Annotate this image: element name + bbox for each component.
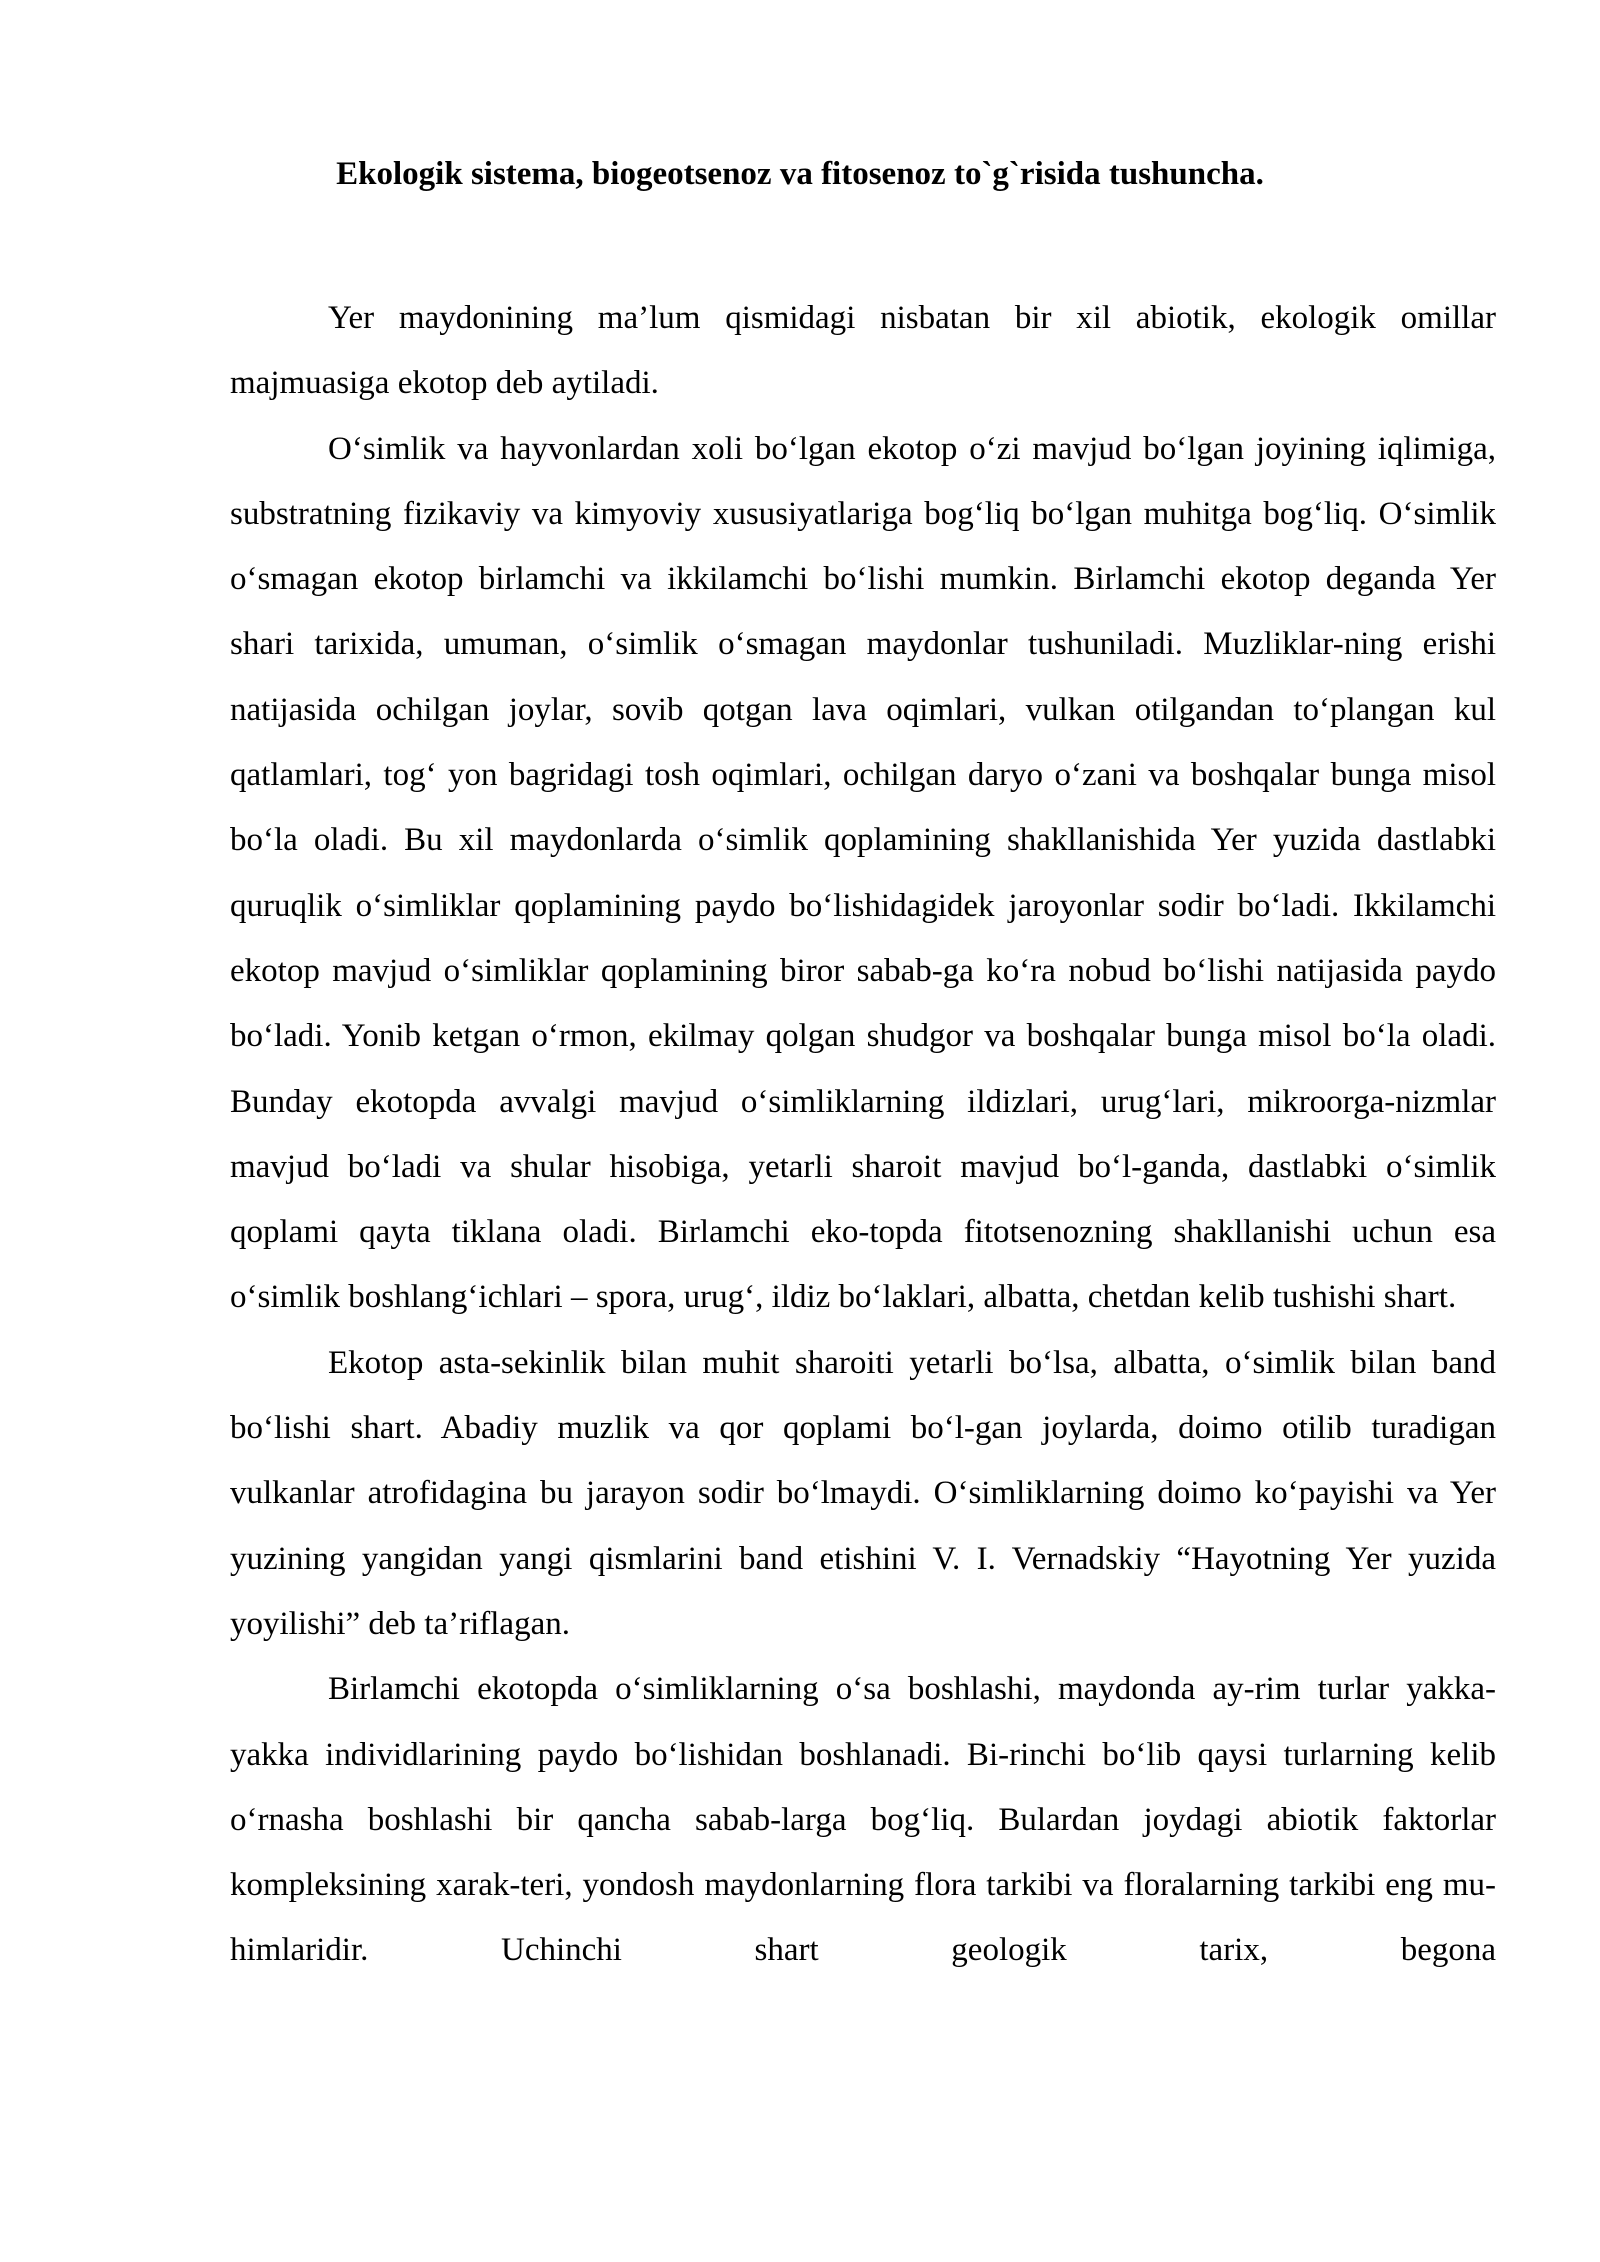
- document-body: [230, 286, 1496, 1984]
- paragraph: Ekotop asta-sekinlik bilan muhit sharoiti yetarli bo‘lsa, albatta, o‘simlik bilan band bo‘lishi shart. Abadiy muzlik va qor qoplami bo‘l-gan joylarda, doimo otilib turadigan vulkanlar atrofidagina bu jarayon sodir bo‘lmaydi. O‘simliklarning doimo ko‘payishi va Yer yuzining yangidan yangi qismlarini band etishini V. I. Vernadskiy “Hayotning Yer yuzida yoyilishi” deb ta’riflagan.: [230, 1344, 1496, 1642]
- paragraph: O‘simlik va hayvonlardan xoli bo‘lgan ekotop o‘zi mavjud bo‘lgan joyining iqlimiga, substratning fizikaviy va kimyoviy xususiyatlariga bog‘liq bo‘lgan muhitga bog‘liq. O‘simlik o‘smagan ekotop birlamchi va ikkilamchi bo‘lishi mumkin. Birlamchi ekotop deganda Yer shari tarixida, umuman, o‘simlik o‘smagan maydonlar tushuniladi. Muzliklar-ning erishi natijasida ochilgan joylar, sovib qotgan lava oqimlari, vulkan otilgandan to‘plangan kul qatlamlari, tog‘ yon bagridagi tosh oqimlari, ochilgan daryo o‘zani va boshqalar bunga misol bo‘la oladi. Bu xil maydonlarda o‘simlik qoplamining shakllanishida Yer yuzida dastlabki quruqlik o‘simliklar qoplamining paydo bo‘lishidagidek jaroyonlar sodir bo‘ladi. Ikkilamchi ekotop mavjud o‘simliklar qoplamining biror sabab-ga ko‘ra nobud bo‘lishi natijasida paydo bo‘ladi. Yonib ketgan o‘rmon, ekilmay qolgan shudgor va boshqalar bunga misol bo‘la oladi. Bunday ekotopda avvalgi mavjud o‘simliklarning ildizlari, urug‘lari, mikroorga-nizmlar mavjud bo‘ladi va shular hisobiga, yetarli sharoit mavjud bo‘l-ganda, dastlabki o‘simlik qoplami qayta tiklana oladi. Birlamchi eko-topda fitotsenozning shakllanishi uchun esa o‘simlik boshlang‘ichlari – spora, urug‘, ildiz bo‘laklari, albatta, chetdan kelib tushishi shart.: [230, 430, 1496, 1316]
- paragraph: Yer maydonining ma’lum qismidagi nisbatan bir xil abiotik, ekologik omillar majmuasiga ekotop deb aytiladi.: [230, 300, 1496, 402]
- paragraph: Birlamchi ekotopda o‘simliklarning o‘sa boshlashi, maydonda ay-rim turlar yakka-yakka individlarining paydo bo‘lishidan boshlanadi. Bi-rinchi bo‘lib qaysi turlarning kelib o‘rnasha boshlashi bir qancha sabab-larga bog‘liq. Bulardan joydagi abiotik faktorlar kompleksining xarak-teri, yondosh maydonlarning flora tarkibi va floralarning tarkibi eng mu-himlaridir. Uchinchi shart geologik tarix, begona: [230, 1671, 1496, 1969]
- document-title: Ekologik sistema, biogeotsenoz va fitosenoz to`g`risida tushuncha.: [336, 156, 1264, 192]
